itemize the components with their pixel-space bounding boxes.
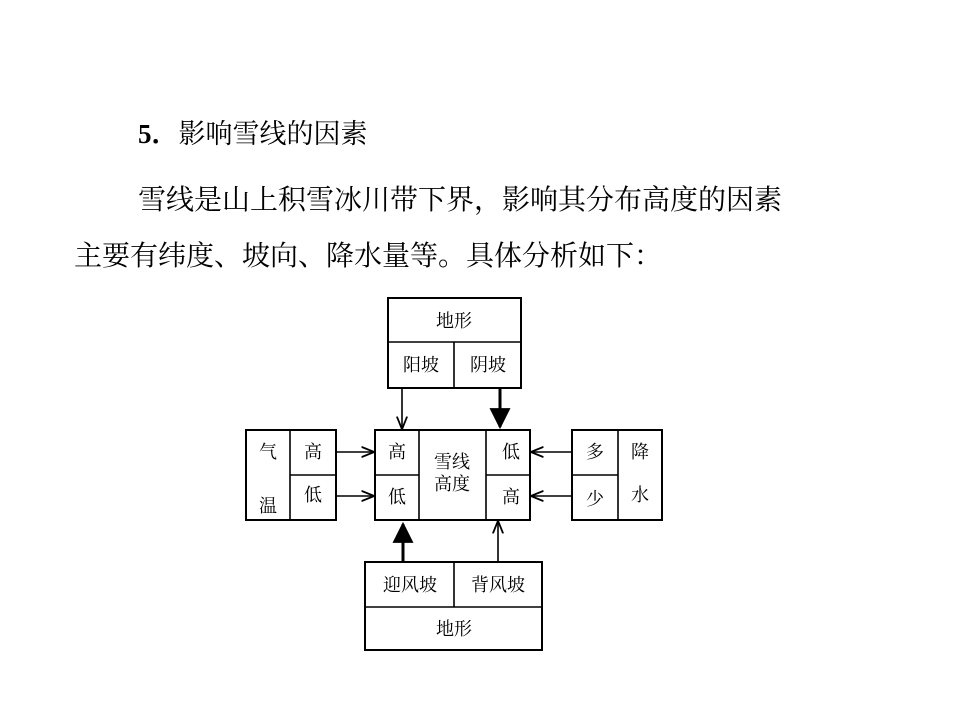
shady-slope-label: 阴坡	[470, 355, 506, 376]
paragraph-line-1: 雪线是山上积雪冰川带下界，影响其分布高度的因素	[138, 183, 783, 216]
top-terrain-title: 地形	[436, 311, 472, 332]
snowline-height-line1: 雪线	[434, 452, 470, 473]
center-right-bottom: 高	[502, 487, 520, 508]
bottom-terrain-box	[365, 562, 542, 650]
snowline-height-line2: 高度	[434, 474, 470, 495]
precipitation-more: 多	[586, 442, 604, 463]
temperature-label-bottom: 温	[259, 496, 277, 517]
leeward-slope-label: 背风坡	[471, 575, 525, 596]
precipitation-label-bottom: 水	[631, 485, 649, 506]
precipitation-label-top: 降	[631, 442, 649, 463]
center-right-top: 低	[502, 442, 520, 463]
center-left-bottom: 低	[388, 487, 406, 508]
temperature-high: 高	[304, 442, 322, 463]
section-number: 5．	[138, 119, 179, 149]
top-terrain-box	[388, 298, 521, 388]
temperature-low: 低	[304, 485, 322, 506]
temperature-label-top: 气	[259, 442, 277, 463]
section-title: 影响雪线的因素	[178, 119, 368, 150]
bottom-terrain-title: 地形	[436, 619, 472, 640]
precipitation-less: 少	[586, 489, 604, 510]
paragraph-line-2: 主要有纬度、坡向、降水量等。具体分析如下：	[74, 239, 663, 272]
windward-slope-label: 迎风坡	[383, 575, 437, 596]
precipitation-box	[572, 430, 662, 520]
temperature-box	[246, 430, 336, 520]
center-snowline-box	[375, 430, 530, 520]
sunny-slope-label: 阳坡	[403, 355, 439, 376]
center-left-top: 高	[388, 442, 406, 463]
